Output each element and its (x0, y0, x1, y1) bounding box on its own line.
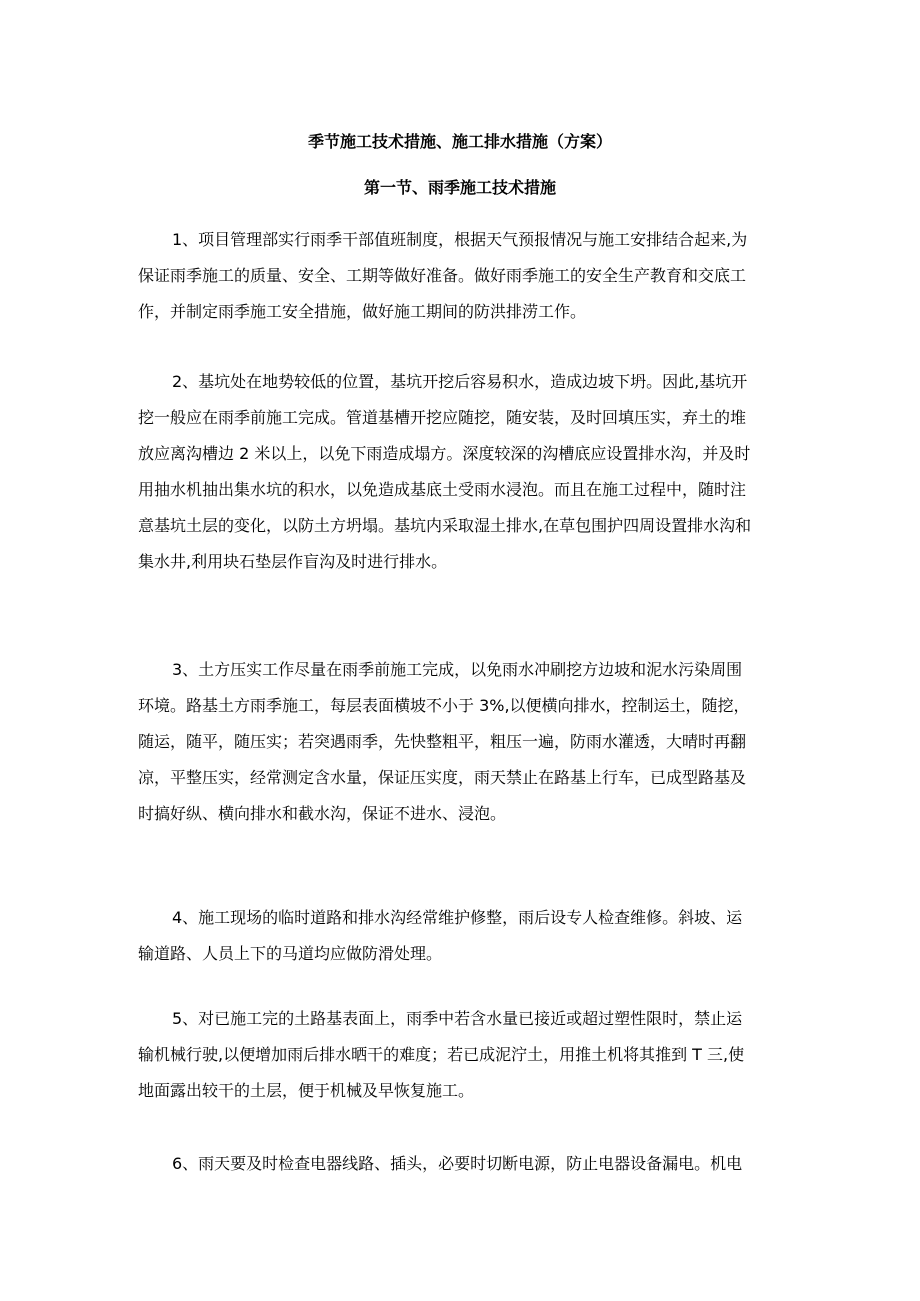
document-title: 季节施工技术措施、施工排水措施（方案） (307, 132, 612, 151)
paragraph-1 (138, 222, 788, 330)
paragraph-6 (138, 1146, 788, 1182)
paragraph-line: 5、对已施工完的土路基表面上，雨季中若含水量已接近或超过塑性限时，禁止运 (172, 1009, 743, 1028)
paragraph-line: 作，并制定雨季施工安全措施，做好施工期间的防洪排涝工作。 (138, 302, 587, 321)
section-title: 第一节、雨季施工技术措施 (363, 178, 556, 197)
paragraph-line: 环境。路基土方雨季施工，每层表面横坡不小于 3%,以便横向排水，控制运土，随挖， (138, 696, 750, 715)
paragraph-line: 时搞好纵、横向排水和截水沟，保证不进水、浸泡。 (138, 804, 507, 823)
paragraph-line: 挖一般应在雨季前施工完成。管道基槽开挖应随挖，随安装，及时回填压实，弃土的堆 (138, 408, 747, 427)
paragraph-2 (138, 364, 788, 580)
paragraph-line: 3、土方压实工作尽量在雨季前施工完成，以免雨水冲刷挖方边坡和泥水污染周围 (172, 660, 743, 679)
paragraph-line: 凉，平整压实，经常测定含水量，保证压实度，雨天禁止在路基上行车，已成型路基及 (138, 768, 747, 787)
paragraph-line: 意基坑土层的变化，以防土方坍塌。基坑内采取湿土排水,在草包围护四周设置排水沟和 (138, 516, 752, 535)
paragraph-line: 保证雨季施工的质量、安全、工期等做好准备。做好雨季施工的安全生产教育和交底工 (138, 266, 747, 285)
paragraph-4 (138, 900, 788, 972)
paragraph-3 (138, 652, 788, 832)
paragraph-line: 集水井,利用块石垫层作盲沟及时进行排水。 (138, 552, 448, 571)
paragraph-line: 用抽水机抽出集水坑的积水，以免造成基底土受雨水浸泡。而且在施工过程中，随时注 (138, 480, 747, 499)
paragraph-line: 6、雨天要及时检查电器线路、插头，必要时切断电源，防止电器设备漏电。机电 (172, 1154, 743, 1173)
paragraph-line: 1、项目管理部实行雨季干部值班制度，根据天气预报情况与施工安排结合起来,为 (172, 230, 748, 249)
paragraph-5 (138, 1001, 788, 1109)
paragraph-line: 输道路、人员上下的马道均应做防滑处理。 (138, 944, 443, 963)
paragraph-line: 地面露出较干的土层，便于机械及早恢复施工。 (138, 1081, 475, 1100)
paragraph-line: 2、基坑处在地势较低的位置，基坑开挖后容易积水，造成边坡下坍。因此,基坑开 (172, 372, 748, 391)
paragraph-line: 放应离沟槽边 2 米以上，以免下雨造成塌方。深度较深的沟槽底应设置排水沟，并及时 (138, 444, 751, 463)
paragraph-line: 随运，随平，随压实；若突遇雨季，先快整粗平，粗压一遍，防雨水灌透，大晴时再翻 (138, 732, 747, 751)
paragraph-line: 4、施工现场的临时道路和排水沟经常维护修整，雨后设专人检查维修。斜坡、运 (172, 908, 743, 927)
paragraph-line: 输机械行驶,以便增加雨后排水晒干的难度；若已成泥泞土，用推土机将其推到 T 三,使 (138, 1045, 745, 1064)
